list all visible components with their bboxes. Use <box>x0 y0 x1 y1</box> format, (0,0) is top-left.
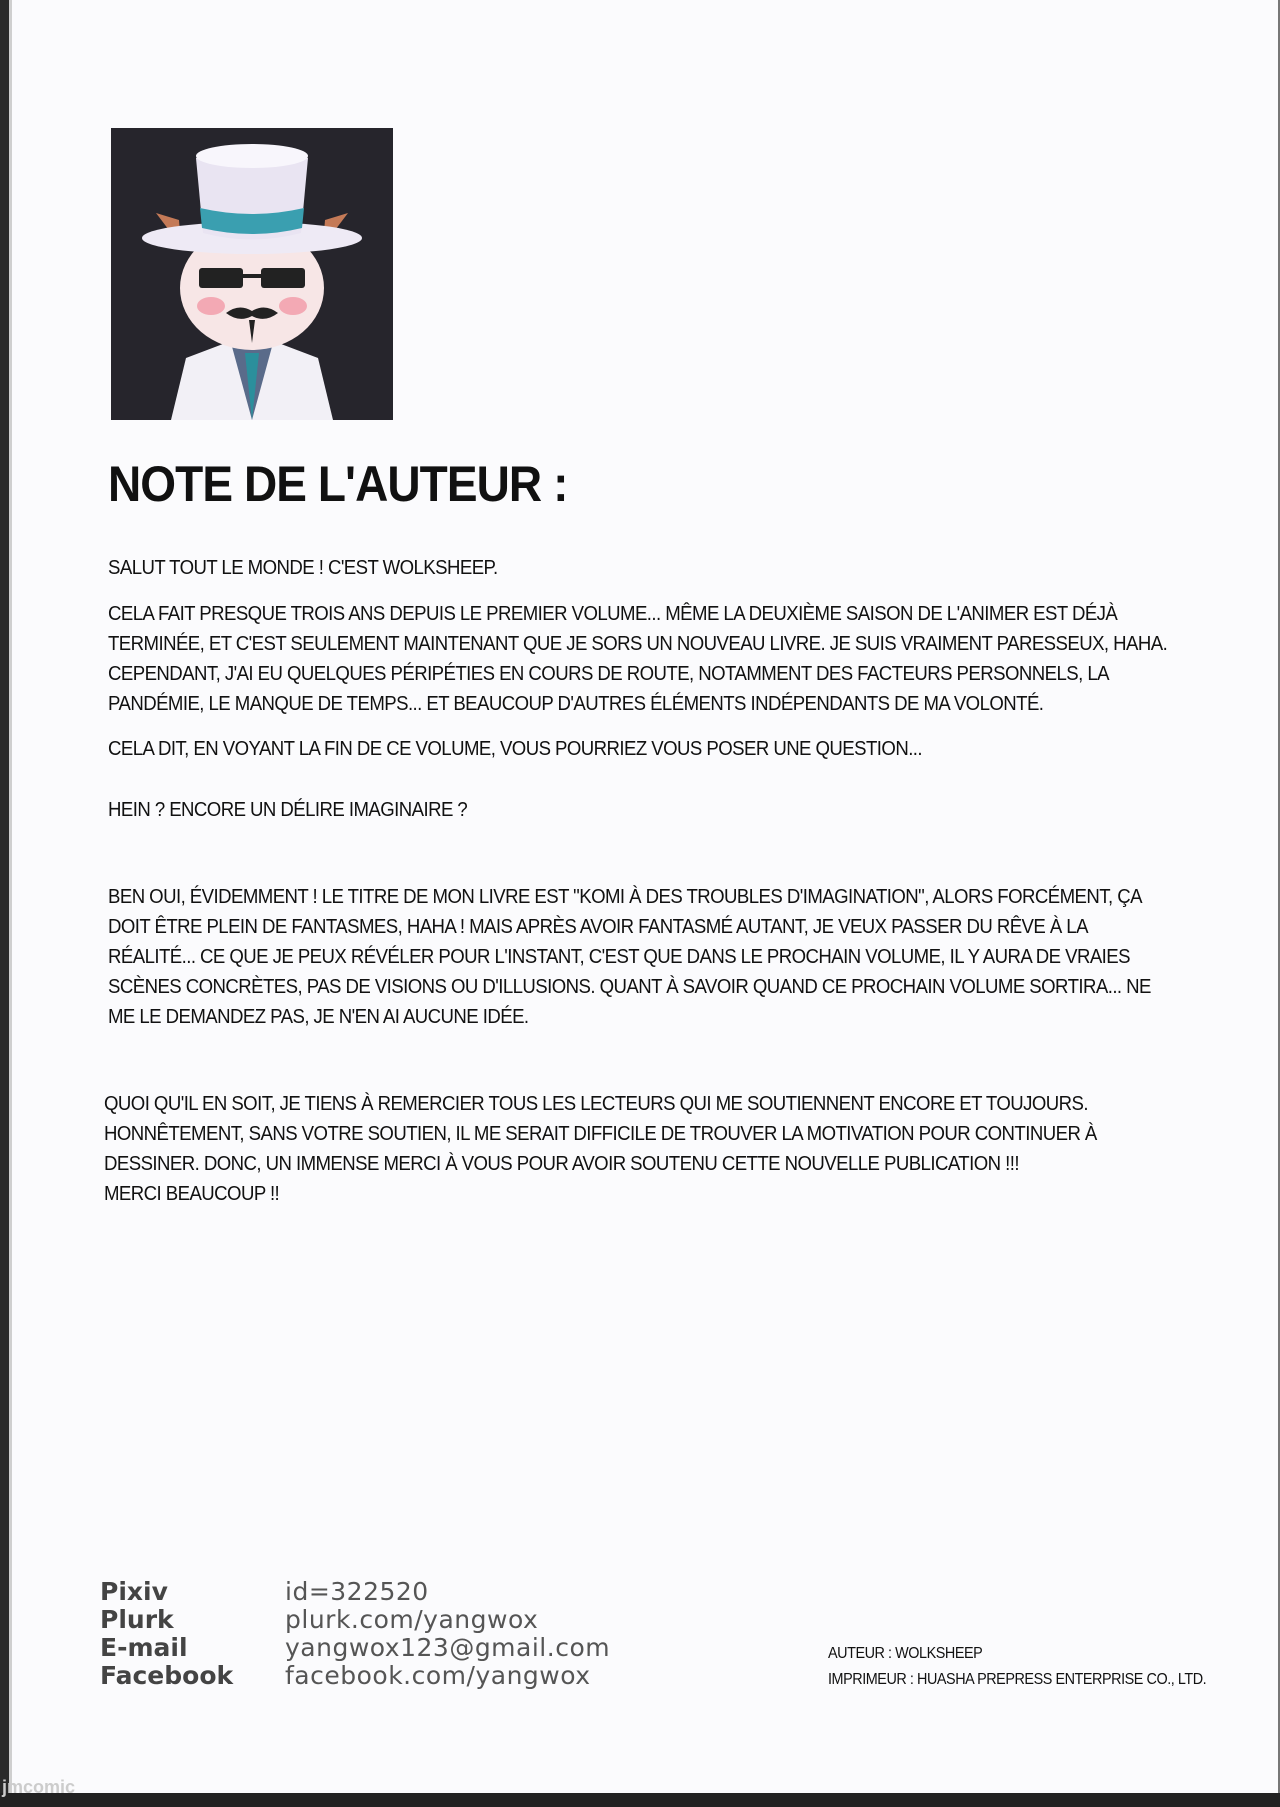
paragraph-thanks <box>104 1089 1097 1209</box>
text-line: PANDÉMIE, LE MANQUE DE TEMPS... ET BEAUCOUP D'AUTRES ÉLÉMENTS INDÉPENDANTS DE MA VOLONTÉ. <box>108 693 1044 715</box>
contact-value-plurk: plurk.com/yangwox <box>285 1605 539 1634</box>
contact-label-facebook: Facebook <box>100 1661 234 1690</box>
contact-values <box>285 1578 610 1690</box>
text-line: TERMINÉE, ET C'EST SEULEMENT MAINTENANT QUE JE SORS UN NOUVEAU LIVRE. JE SUIS VRAIMENT PARESSEUX, HAHA. <box>108 633 1168 655</box>
credit-printer: IMPRIMEUR : HUASHA PREPRESS ENTERPRISE CO., LTD. <box>828 1671 1207 1688</box>
contact-label-email: E-mail <box>100 1633 188 1662</box>
text-line: DESSINER. DONC, UN IMMENSE MERCI À VOUS POUR AVOIR SOUTENU CETTE NOUVELLE PUBLICATION !!! <box>104 1153 1019 1175</box>
page-edge-left <box>0 0 9 1807</box>
watermark-logo: jmcomic <box>2 1777 76 1797</box>
credits <box>828 1641 1206 1693</box>
text-line: CELA DIT, EN VOYANT LA FIN DE CE VOLUME, VOUS POURRIEZ VOUS POSER UNE QUESTION... <box>108 738 923 760</box>
paragraph-intro <box>108 599 1167 719</box>
paragraph-question <box>108 734 922 764</box>
text-line: BEN OUI, ÉVIDEMMENT ! LE TITRE DE MON LIVRE EST "KOMI À DES TROUBLES D'IMAGINATION", ALORS FORCÉMENT, ÇA <box>108 886 1142 908</box>
text-line: ME LE DEMANDEZ PAS, JE N'EN AI AUCUNE IDÉE. <box>108 1006 529 1028</box>
contact-label-plurk: Plurk <box>100 1605 174 1634</box>
page-title: NOTE DE L'AUTEUR : <box>108 456 568 512</box>
author-avatar <box>111 128 393 420</box>
text-line: CELA FAIT PRESQUE TROIS ANS DEPUIS LE PREMIER VOLUME... MÊME LA DEUXIÈME SAISON DE L'ANIMER EST DÉJÀ <box>108 603 1118 625</box>
contact-label-pixiv: Pixiv <box>100 1577 168 1606</box>
text-line: MERCI BEAUCOUP !! <box>104 1183 280 1205</box>
text-line: CEPENDANT, J'AI EU QUELQUES PÉRIPÉTIES EN COURS DE ROUTE, NOTAMMENT DES FACTEURS PERSONNELS, LA <box>108 663 1109 685</box>
paragraph-greeting <box>108 553 498 583</box>
contact-value-email: yangwox123@gmail.com <box>285 1633 611 1662</box>
paragraph-answer <box>108 882 1151 1032</box>
contact-value-facebook: facebook.com/yangwox <box>285 1661 591 1690</box>
text-line: QUOI QU'IL EN SOIT, JE TIENS À REMERCIER TOUS LES LECTEURS QUI ME SOUTIENNENT ENCORE ET TOUJOURS. <box>104 1093 1088 1115</box>
page-edge-shadow <box>9 0 12 1807</box>
contact-labels <box>100 1578 233 1690</box>
credit-author: AUTEUR : WOLKSHEEP <box>828 1645 983 1662</box>
sheep-top-hat-icon <box>111 128 393 420</box>
bottom-edge <box>0 1793 1280 1807</box>
paragraph-hein <box>108 795 467 825</box>
text-line: SCÈNES CONCRÈTES, PAS DE VISIONS OU D'ILLUSIONS. QUANT À SAVOIR QUAND CE PROCHAIN VOLUME SORTIRA... NE <box>108 976 1151 998</box>
contact-value-pixiv: id=322520 <box>285 1577 429 1606</box>
text-line: SALUT TOUT LE MONDE ! C'EST WOLKSHEEP. <box>108 557 498 579</box>
text-line: HEIN ? ENCORE UN DÉLIRE IMAGINAIRE ? <box>108 799 468 821</box>
text-line: DOIT ÊTRE PLEIN DE FANTASMES, HAHA ! MAIS APRÈS AVOIR FANTASMÉ AUTANT, JE VEUX PASSER DU RÊVE À LA <box>108 916 1088 938</box>
text-line: RÉALITÉ... CE QUE JE PEUX RÉVÉLER POUR L'INSTANT, C'EST QUE DANS LE PROCHAIN VOLUME, IL Y AURA DE VRAIES <box>108 946 1130 968</box>
text-line: HONNÊTEMENT, SANS VOTRE SOUTIEN, IL ME SERAIT DIFFICILE DE TROUVER LA MOTIVATION POUR CONTINUER À <box>104 1123 1097 1145</box>
